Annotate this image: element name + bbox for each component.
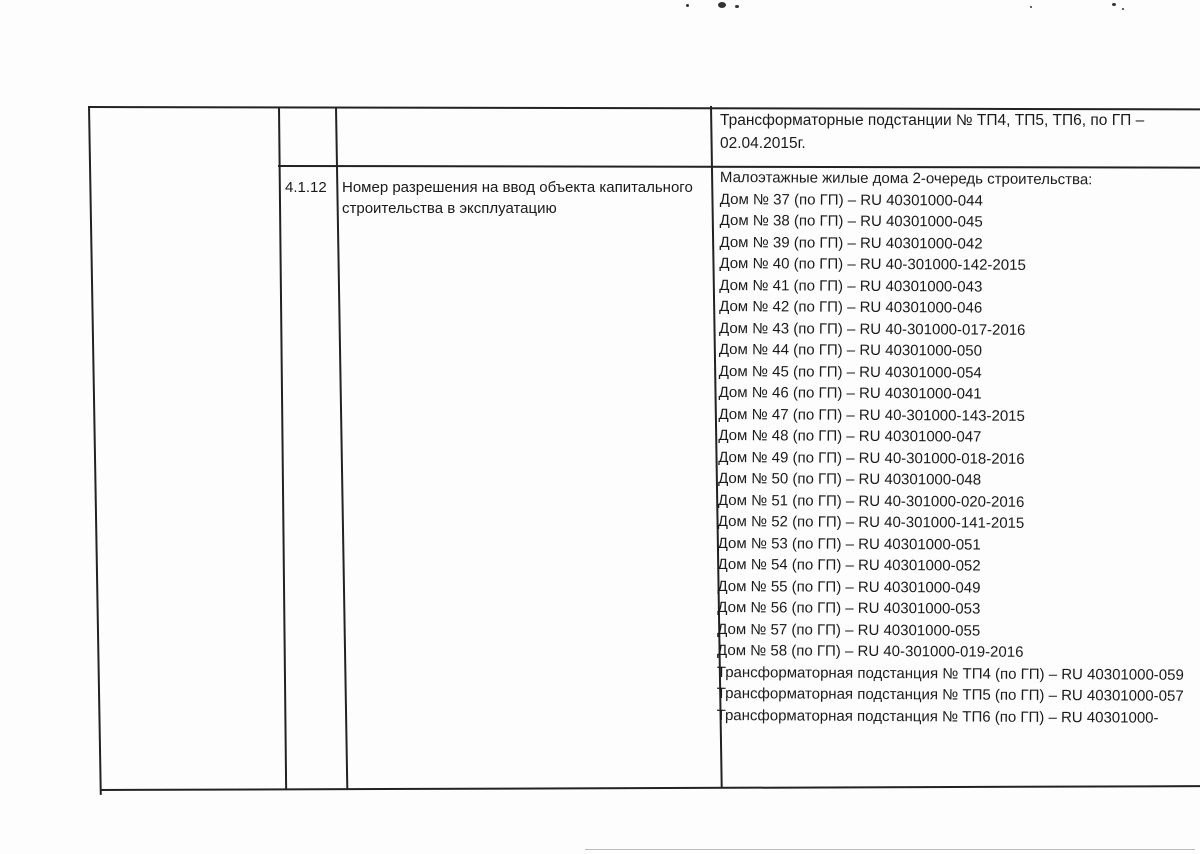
list-item: Дом № 54 (по ГП) – RU 40301000-052 <box>717 555 981 575</box>
list-item: Дом № 49 (по ГП) – RU 40-301000-018-2016 <box>718 448 1025 468</box>
list-item: Дом № 55 (по ГП) – RU 40301000-049 <box>717 577 981 597</box>
list-item: Дом № 53 (по ГП) – RU 40301000-051 <box>717 534 981 554</box>
list-item: Дом № 51 (по ГП) – RU 40-301000-020-2016 <box>717 491 1025 511</box>
list-item: Дом № 56 (по ГП) – RU 40301000-053 <box>717 598 981 618</box>
list-item: Дом № 43 (по ГП) – RU 40-301000-017-2016 <box>718 319 1026 339</box>
list-item: Дом № 39 (по ГП) – RU 40301000-042 <box>719 233 983 253</box>
scan-speck <box>686 4 689 7</box>
row-number: 4.1.12 <box>285 179 327 196</box>
list-item: Дом № 57 (по ГП) – RU 40301000-055 <box>717 620 981 640</box>
list-item: Дом № 45 (по ГП) – RU 40301000-054 <box>718 362 982 382</box>
list-item: Дом № 50 (по ГП) – RU 40301000-048 <box>718 469 982 489</box>
list-item: Дом № 46 (по ГП) – RU 40301000-041 <box>718 383 982 403</box>
list-item: Дом № 58 (по ГП) – RU 40-301000-019-2016 <box>716 641 1024 661</box>
scan-speck <box>1112 3 1116 6</box>
scan-speck <box>735 5 739 8</box>
substation-item: Трансформаторная подстанция № ТП5 (по ГП) – RU 40301000-057 <box>716 684 1184 705</box>
top-cell-line-1: Трансформаторные подстанции № ТП4, ТП5, ТП6, по ГП – <box>720 112 1145 129</box>
list-item: Дом № 42 (по ГП) – RU 40301000-046 <box>719 297 983 317</box>
scan-speck <box>1122 8 1124 10</box>
list-item: Дом № 52 (по ГП) – RU 40-301000-141-2015 <box>717 512 1025 532</box>
table-left-border <box>88 106 101 795</box>
substation-item: Трансформаторная подстанция № ТП6 (по ГП) – RU 40301000- <box>716 706 1159 727</box>
scan-speck <box>1030 6 1032 8</box>
list-item: Дом № 41 (по ГП) – RU 40301000-043 <box>719 276 983 296</box>
list-heading: Малоэтажные жилые дома 2-очередь строительства: <box>719 168 1093 189</box>
list-item: Дом № 38 (по ГП) – RU 40301000-045 <box>719 211 983 231</box>
list-item: Дом № 44 (по ГП) – RU 40301000-050 <box>718 340 982 360</box>
scan-edge <box>585 849 1195 850</box>
substation-item: Трансформаторная подстанция № ТП4 (по ГП) – RU 40301000-059 <box>716 663 1184 684</box>
table-bottom-border <box>100 785 1200 790</box>
column-divider-1 <box>278 107 287 789</box>
top-cell-substations-date <box>720 109 1190 155</box>
list-item: Дом № 48 (по ГП) – RU 40301000-047 <box>718 426 982 446</box>
list-item: Дом № 47 (по ГП) – RU 40-301000-143-2015 <box>718 405 1025 425</box>
top-cell-line-2: 02.04.2015г. <box>720 135 806 152</box>
permit-list <box>717 167 1198 729</box>
field-name: Номер разрешения на ввод объекта капитального строительства в эксплуатацию <box>342 179 693 217</box>
list-item: Дом № 37 (по ГП) – RU 40301000-044 <box>719 190 983 210</box>
scan-speck <box>718 2 726 8</box>
list-item: Дом № 40 (по ГП) – RU 40-301000-142-2015 <box>719 254 1026 274</box>
